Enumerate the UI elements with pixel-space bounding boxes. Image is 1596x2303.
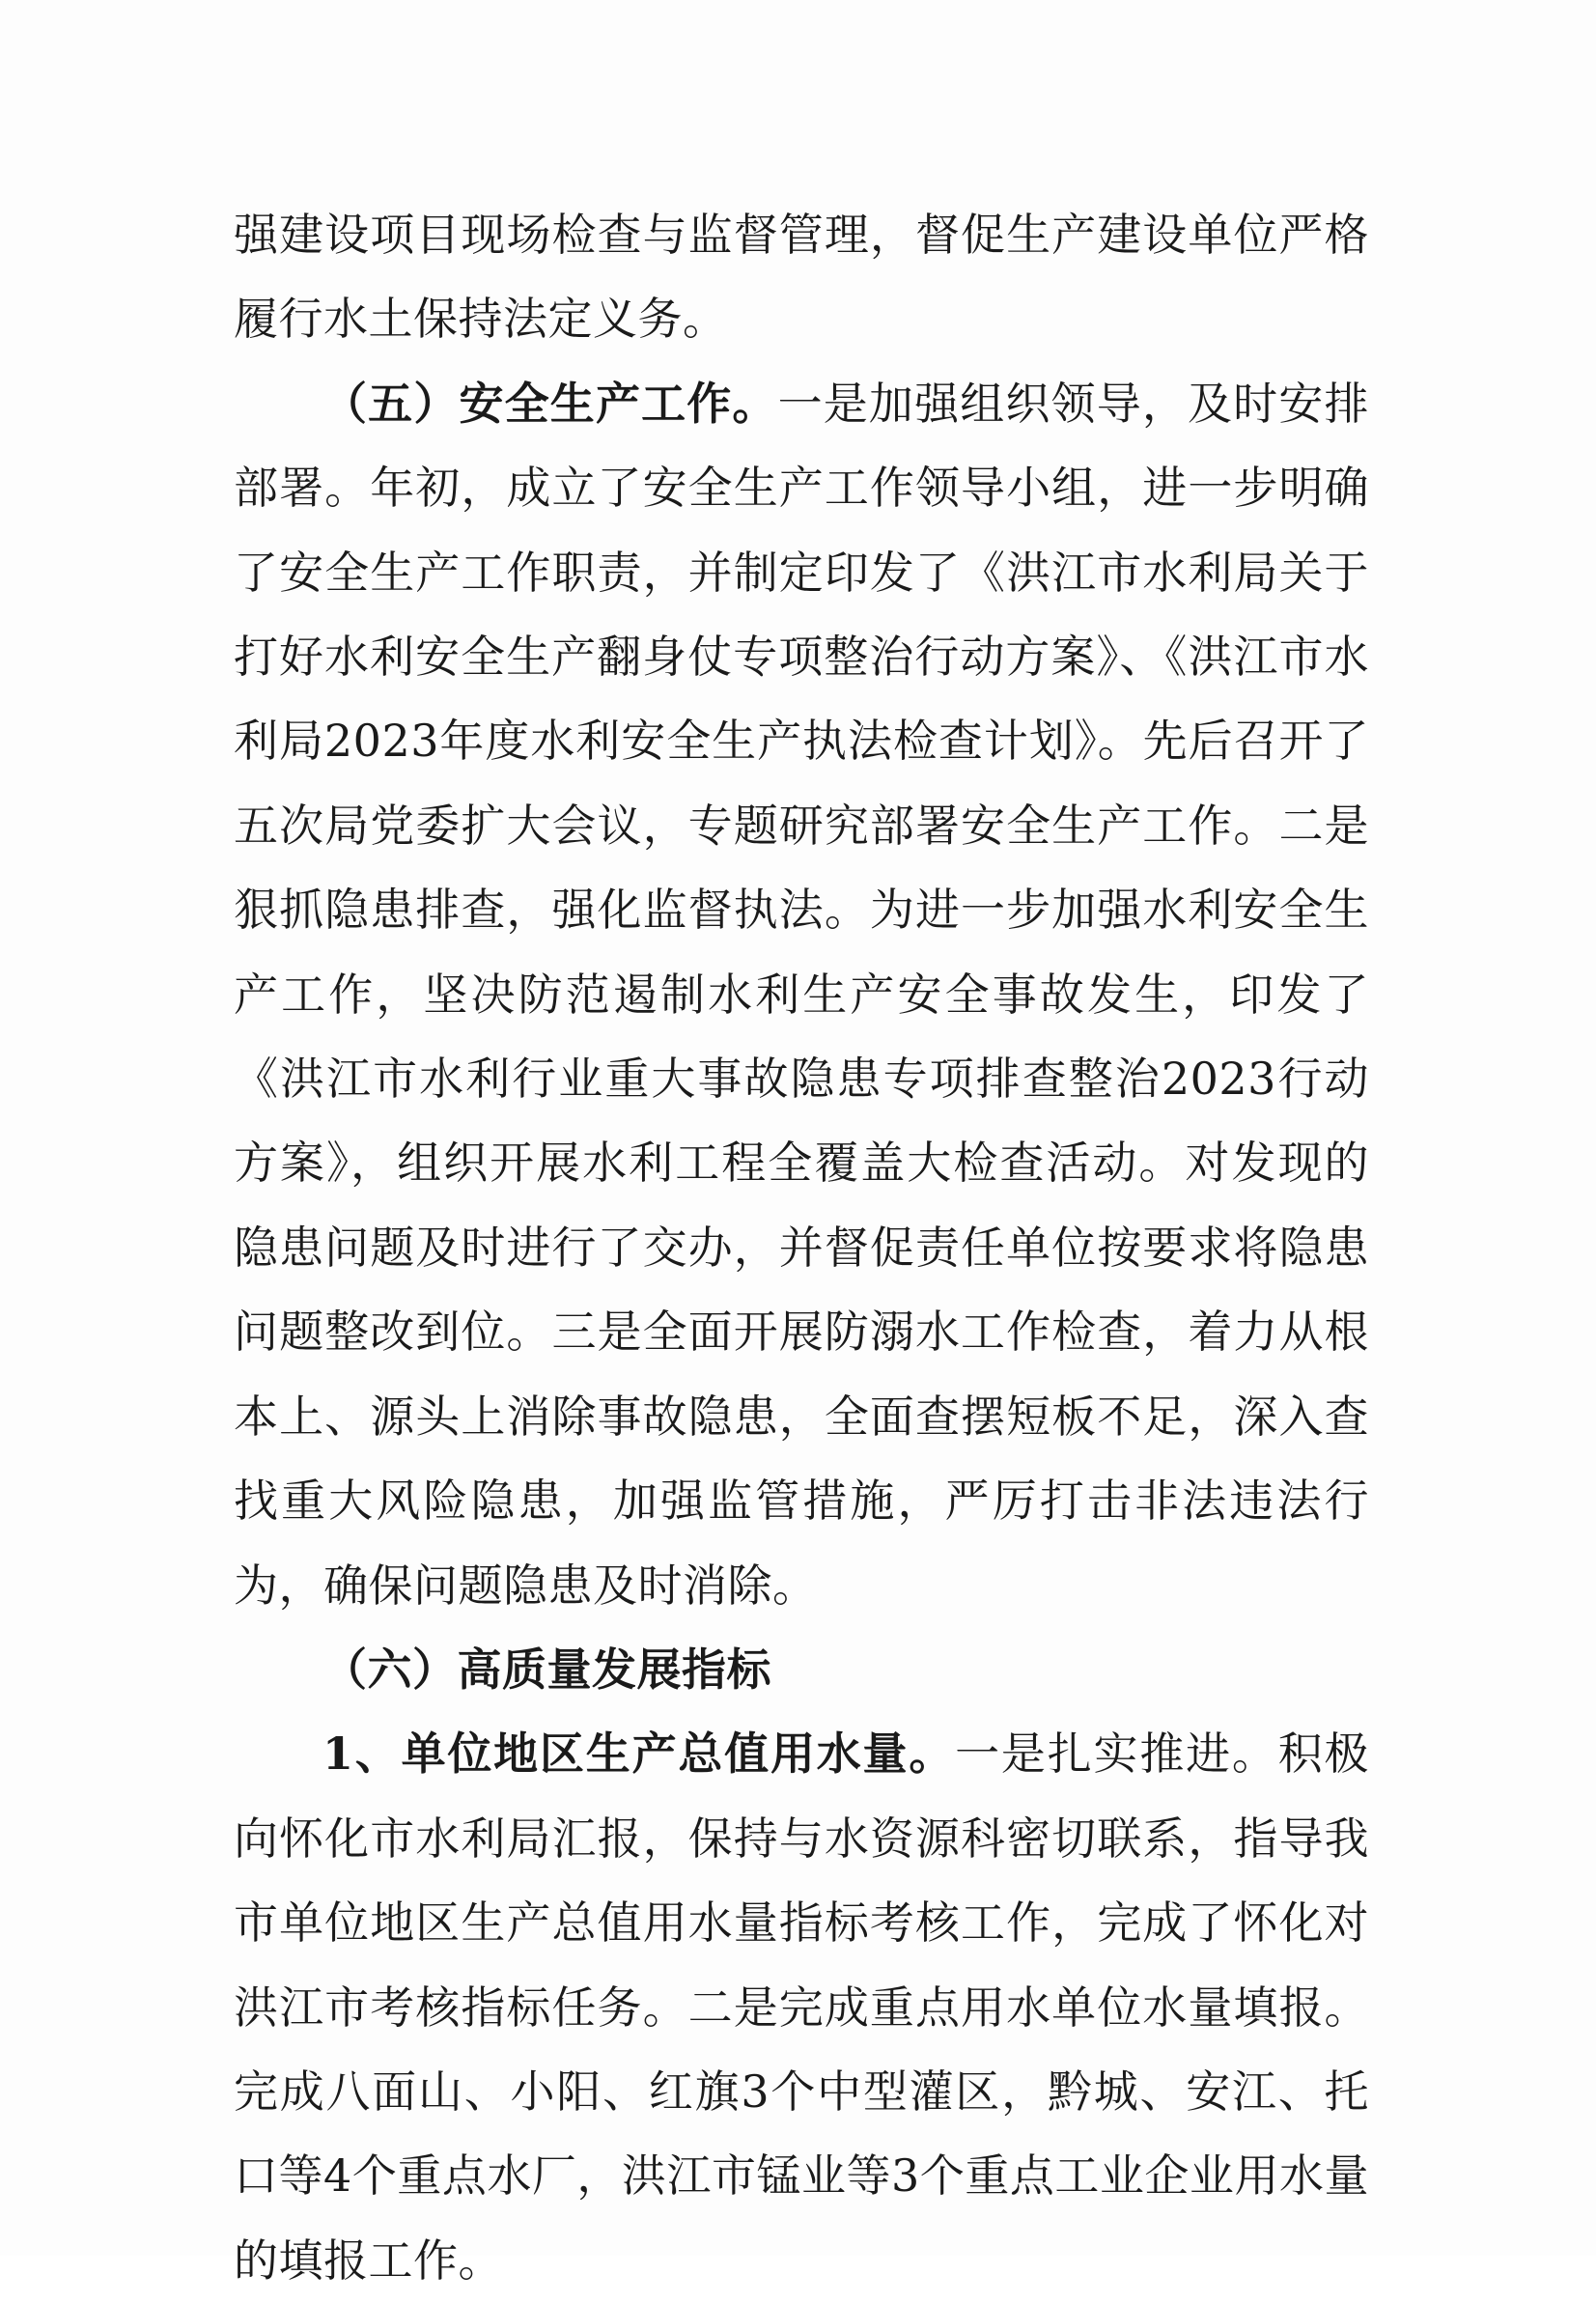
section-heading-safety: （五）安全生产工作。 [322,377,778,430]
document-body [234,193,1369,2303]
paragraph-safety-production [234,362,1369,1628]
section-heading-quality-development [234,1628,1369,1712]
paragraph-water-use-indicator [234,1712,1369,2303]
paragraph-text: 强建设项目现场检查与监督管理，督促生产建设单位严格履行水土保持法定义务。 [234,209,1369,346]
paragraph-text: 一是加强组织领导，及时安排部署。年初，成立了安全生产工作领导小组，进一步明确了安全生产工作职责，并制定印发了《洪江市水利局关于打好水利安全生产翻身仗专项整治行动方案》、《洪江市水利局2023年度水利安全生产执法检查计划》。先后召开了五次局党委扩大会议，专题研究部署安全生产工作。二是狠抓隐患排查，强化监督执法。为进一步加强水利安全生产工作，坚决防范遏制水利生产安全事故发生，印发了《洪江市水利行业重大事故隐患专项排查整治2023行动方案》，组织开展水利工程全覆盖大检查活动。对发现的隐患问题及时进行了交办，并督促责任单位按要求将隐患问题整改到位。三是全面开展防溺水工作检查，着力从根本上、源头上消除事故隐患，全面查摆短板不足，深入查找重大风险隐患，加强监管措施，严厉打击非法违法行为，确保问题隐患及时消除。 [234,377,1370,1612]
paragraph-continuation [234,193,1369,362]
section-heading-text: （六）高质量发展指标 [322,1643,771,1696]
paragraph-text: 一是扎实推进。积极向怀化市水利局汇报，保持与水资源科密切联系，指导我市单位地区生产总值用水量指标考核工作，完成了怀化对洪江市考核指标任务。二是完成重点用水单位水量填报。完成八面山、小阳、红旗3个中型灌区，黔城、安江、托口等4个重点水厂，洪江市锰业等3个重点工业企业用水量的填报工作。 [234,1727,1369,2287]
subsection-heading-water-use: 1、单位地区生产总值用水量。 [322,1727,956,1781]
